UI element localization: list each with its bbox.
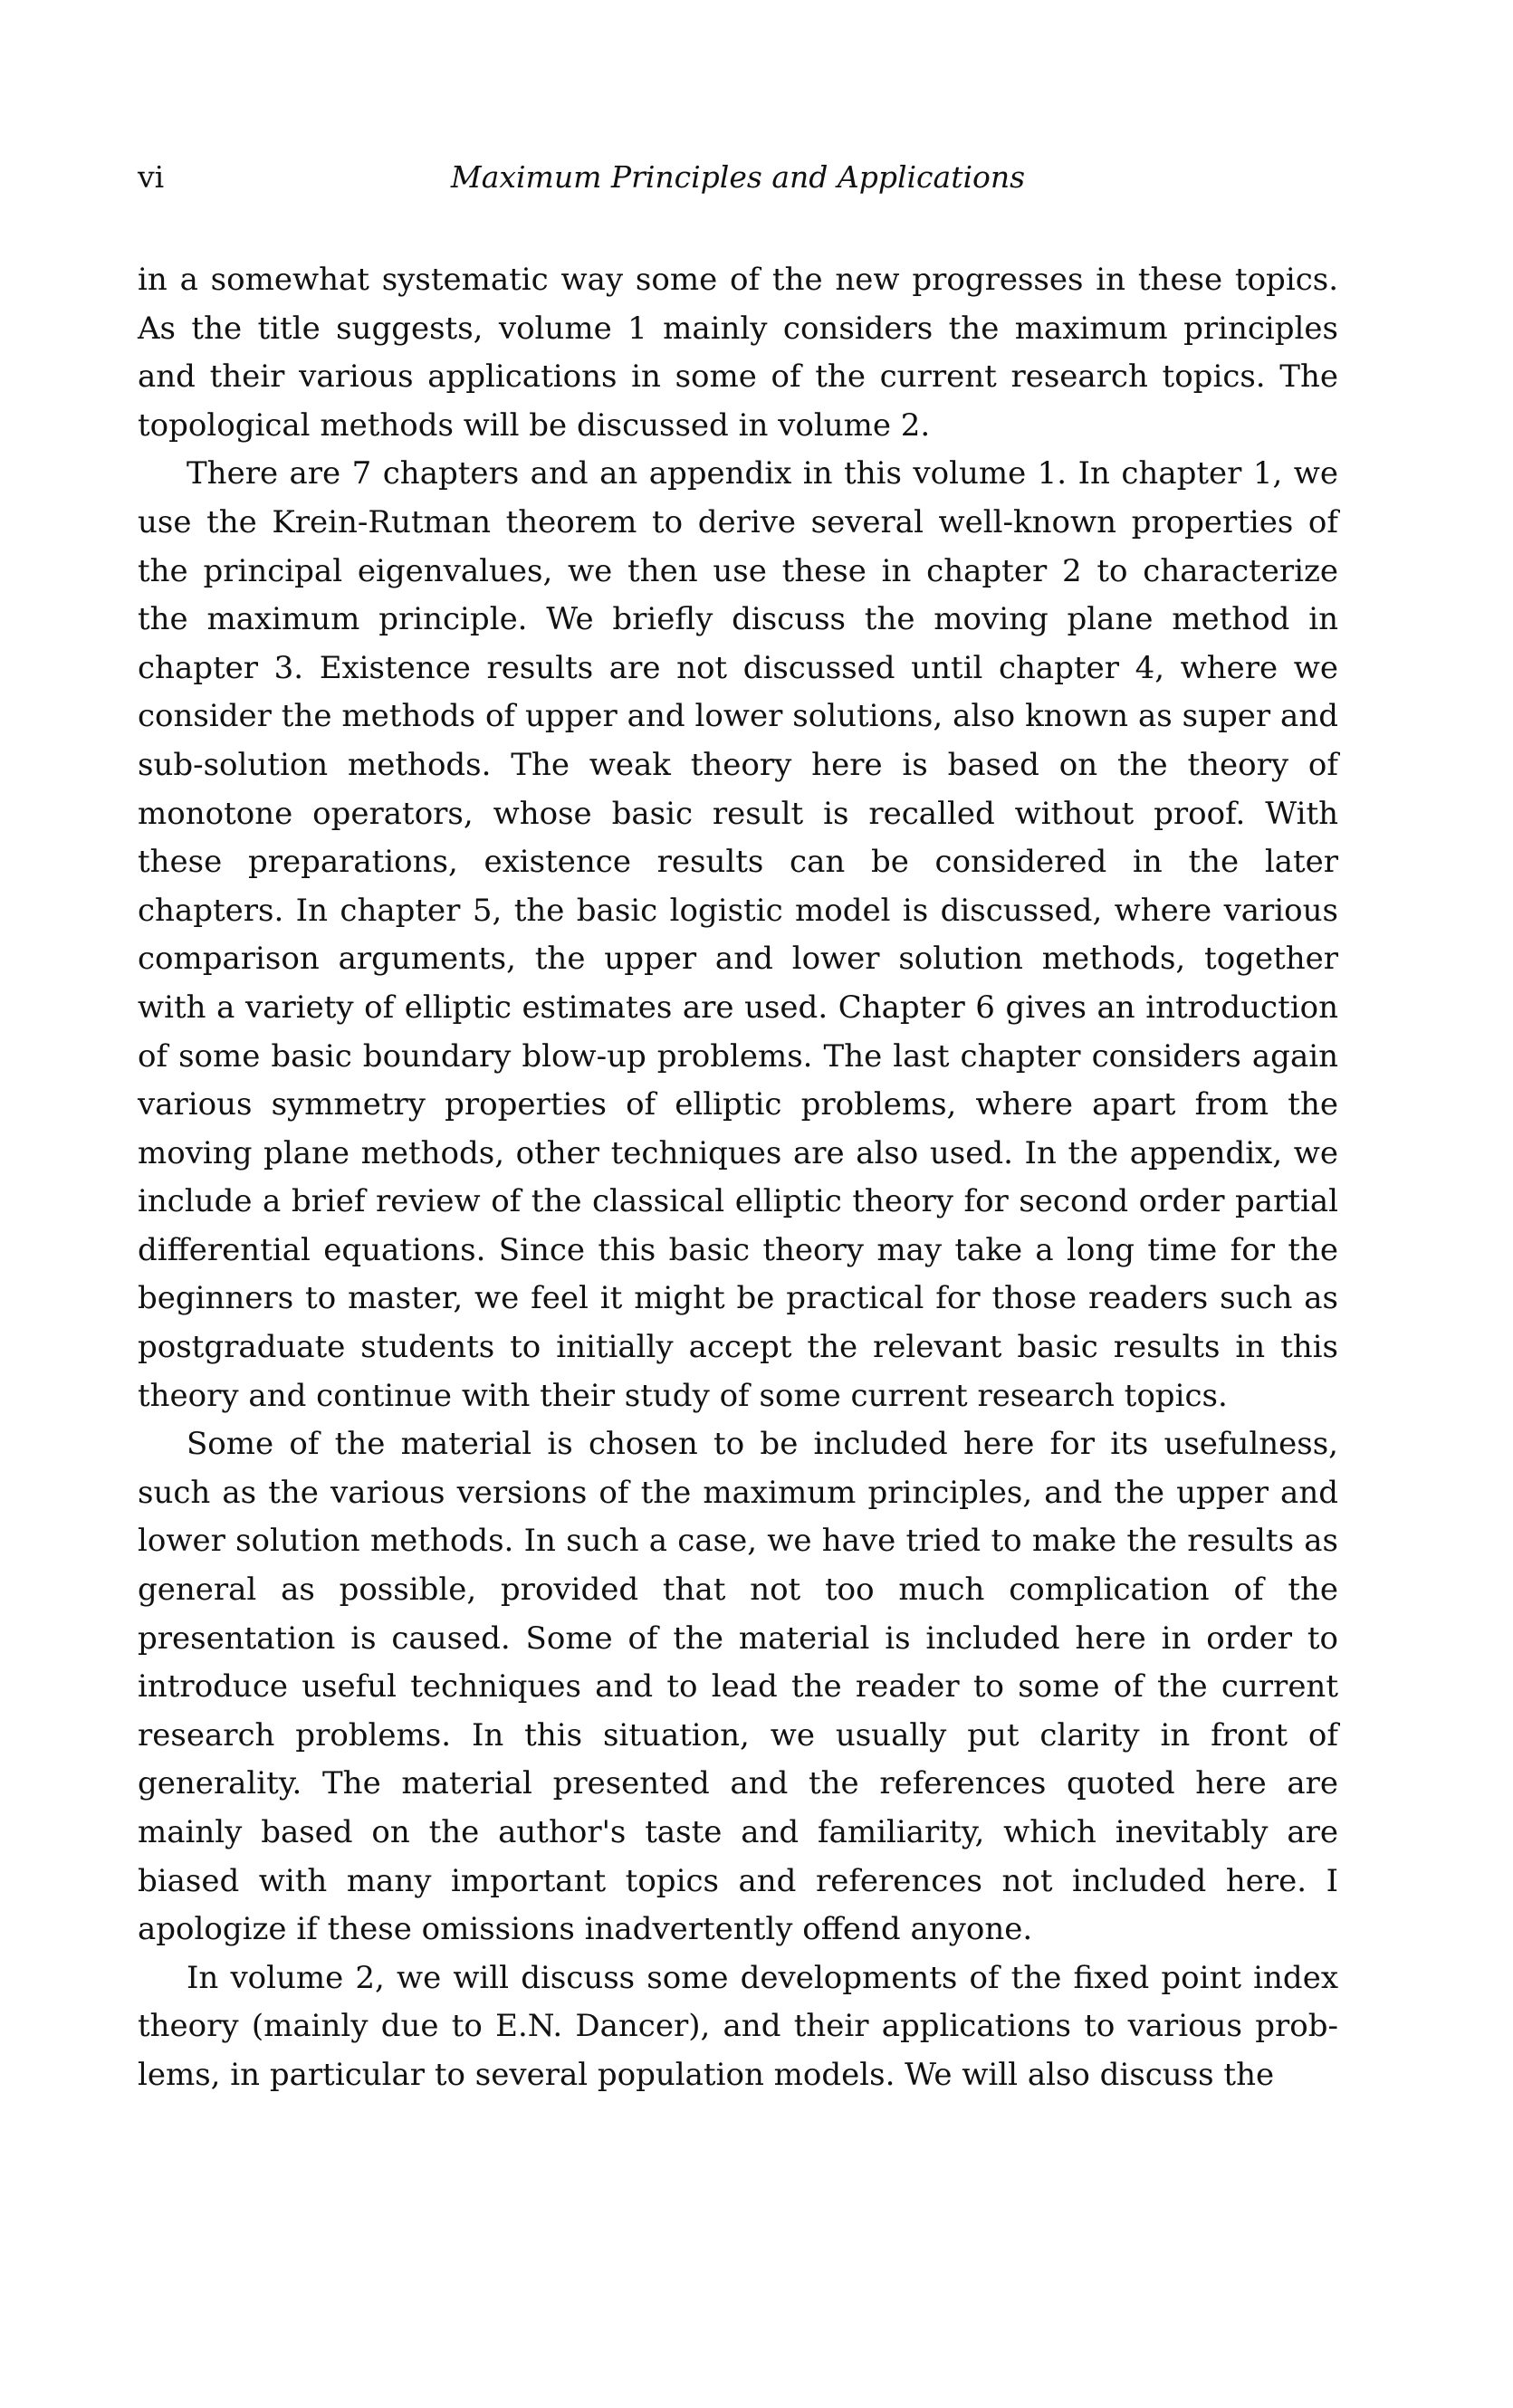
- paragraph-material-choice: Some of the material is chosen to be included here for its usefulness, such as the various versions of the maximum principles, and the upper and lower solution methods. In such a case, we have tried to make the results as general as possible, provided that not too much complication of the presentation is caused. Some of the material is included here in order to introduce useful techniques and to lead the reader to some of the current research problems. In this situation, we usually put clarity in front of generality. The material presented and the references quoted here are mainly based on the author's taste and familiarity, which inevitably are biased with many important topics and references not included here. I apologize if these omissions inadvertently offend anyone.: [138, 1426, 1338, 1948]
- page-number: vi: [138, 159, 165, 195]
- running-head: [138, 156, 1338, 199]
- paragraph-chapters-overview: There are 7 chapters and an appendix in this volume 1. In chapter 1, we use the Krein-Rutman theorem to derive several well-known properties of the principal eigenvalues, we then use these in chapter 2 to characterize the maximum principle. We briefly discuss the moving plane method in chapter 3. Existence results are not discussed until chapter 4, where we consider the methods of upper and lower solutions, also known as super and sub-solution methods. The weak theory here is based on the theory of monotone operators, whose basic result is recalled without proof. With these preparations, existence results can be considered in the later chapters. In chapter 5, the basic logistic model is discussed, where various comparison arguments, the upper and lower solution methods, together with a variety of elliptic estimates are used. Chapter 6 gives an introduction of some basic boundary blow-up problems. The last chapter considers again various symmetry properties of elliptic problems, where apart from the moving plane methods, other techniques are also used. In the appendix, we include a brief review of the classical elliptic theory for second order partial differential equations. Since this basic theory may take a long time for the beginners to master, we feel it might be practical for those readers such as postgraduate students to initially accept the relevant basic results in this theory and continue with their study of some current research topics.: [138, 455, 1338, 1414]
- paragraph-volume-2: In volume 2, we will discuss some developments of the fixed point index theory (mainly due to E.N. Dancer), and their applications to various problems, in particular to several population models. We will also discuss the: [138, 1959, 1338, 2093]
- paragraph-continuation: in a somewhat systematic way some of the new progresses in these topics. As the title suggests, volume 1 mainly considers the maximum principles and their various applications in some of the current research topics. The topological methods will be discussed in volume 2.: [138, 262, 1338, 444]
- body-text: [138, 256, 1338, 2100]
- running-title: Maximum Principles and Applications: [450, 159, 1026, 195]
